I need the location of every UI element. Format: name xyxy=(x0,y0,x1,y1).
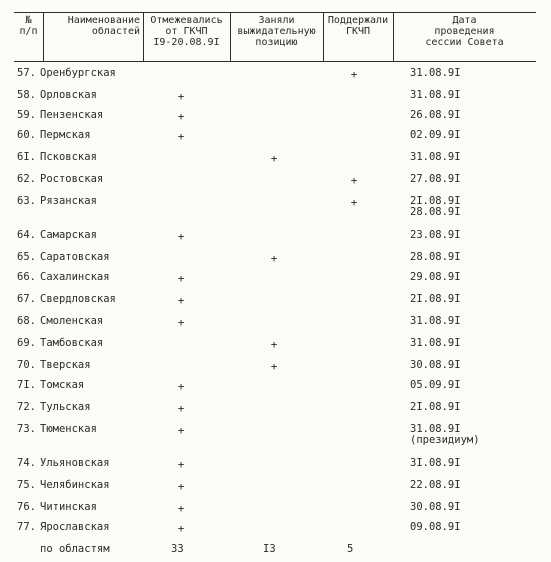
session-date: 28.08.9I xyxy=(410,251,461,263)
region-name: Тверская xyxy=(40,359,91,371)
row-number: 75. xyxy=(17,479,36,491)
distanced-mark: + xyxy=(177,130,185,143)
row-number: 6I. xyxy=(17,151,36,163)
row-number: 69. xyxy=(17,337,36,349)
region-name: Рязанская xyxy=(40,195,97,207)
row-number: 63. xyxy=(17,195,36,207)
region-name: Оренбургская xyxy=(40,67,116,79)
session-date: 30.08.9I xyxy=(410,359,461,371)
session-date: 23.08.9I xyxy=(410,229,461,241)
header-bottom-rule xyxy=(14,61,536,62)
row-number: 62. xyxy=(17,173,36,185)
region-name: Тюменская xyxy=(40,423,97,435)
session-date: 09.08.9I xyxy=(410,521,461,533)
session-date: 31.08.9I (президиум) xyxy=(410,423,480,446)
region-name: Читинская xyxy=(40,501,97,513)
session-date: 26.08.9I xyxy=(410,109,461,121)
header-supported: Поддержали ГКЧП xyxy=(327,15,389,37)
row-number: 66. xyxy=(17,271,36,283)
region-name: Псковская xyxy=(40,151,97,163)
distanced-mark: + xyxy=(177,458,185,471)
session-date: 02.09.9I xyxy=(410,129,461,141)
supported-mark: + xyxy=(350,196,358,209)
header-session-date: Дата проведения сессии Совета xyxy=(425,15,504,48)
row-number: 67. xyxy=(17,293,36,305)
region-name: Ростовская xyxy=(40,173,104,185)
region-name: Смоленская xyxy=(40,315,104,327)
row-number: 74. xyxy=(17,457,36,469)
distanced-mark: + xyxy=(177,272,185,285)
region-name: Свердловская xyxy=(40,293,116,305)
supported-mark: + xyxy=(350,68,358,81)
session-date: 31.08.9I xyxy=(410,337,461,349)
waiting-mark: + xyxy=(270,152,278,165)
region-name: Ульяновская xyxy=(40,457,110,469)
session-date: 31.08.9I xyxy=(410,151,461,163)
region-name: Ярославская xyxy=(40,521,110,533)
distanced-mark: + xyxy=(177,294,185,307)
distanced-mark: + xyxy=(177,380,185,393)
row-number: 57. xyxy=(17,67,36,79)
supported-mark: + xyxy=(350,174,358,187)
waiting-mark: + xyxy=(270,360,278,373)
region-name: Томская xyxy=(40,379,85,391)
region-name: Тульская xyxy=(40,401,91,413)
row-number: 70. xyxy=(17,359,36,371)
session-date: 2I.08.9I xyxy=(410,401,461,413)
region-name: Пермская xyxy=(40,129,91,141)
distanced-mark: + xyxy=(177,316,185,329)
totals-supported: 5 xyxy=(347,543,354,555)
row-number: 73. xyxy=(17,423,36,435)
session-date: 31.08.9I xyxy=(410,89,461,101)
session-date: 27.08.9I xyxy=(410,173,461,185)
totals-label: по областям xyxy=(40,543,110,555)
session-date: 2I.08.9I 28.08.9I xyxy=(410,195,461,218)
region-name: Саратовская xyxy=(40,251,110,263)
row-number: 58. xyxy=(17,89,36,101)
session-date: 22.08.9I xyxy=(410,479,461,491)
row-number: 72. xyxy=(17,401,36,413)
region-name: Челябинская xyxy=(40,479,110,491)
row-number: 7I. xyxy=(17,379,36,391)
region-name: Самарская xyxy=(40,229,97,241)
region-name: Орловская xyxy=(40,89,97,101)
session-date: 05.09.9I xyxy=(410,379,461,391)
distanced-mark: + xyxy=(177,402,185,415)
session-date: 2I.08.9I xyxy=(410,293,461,305)
region-name: Сахалинская xyxy=(40,271,110,283)
session-date: 3I.08.9I xyxy=(410,457,461,469)
distanced-mark: + xyxy=(177,110,185,123)
distanced-mark: + xyxy=(177,424,185,437)
session-date: 30.08.9I xyxy=(410,501,461,513)
row-number: 77. xyxy=(17,521,36,533)
column-divider xyxy=(43,12,44,62)
session-date: 31.08.9I xyxy=(410,67,461,79)
distanced-mark: + xyxy=(177,502,185,515)
region-name: Пензенская xyxy=(40,109,104,121)
row-number: 76. xyxy=(17,501,36,513)
distanced-mark: + xyxy=(177,522,185,535)
row-number: 68. xyxy=(17,315,36,327)
table-top-rule xyxy=(14,12,536,13)
row-number: 65. xyxy=(17,251,36,263)
header-waiting: Заняли выжидательную позицию xyxy=(237,15,316,48)
totals-waiting: I3 xyxy=(263,543,276,555)
header-number: № п/п xyxy=(19,15,38,37)
header-distanced: Отмежевались от ГКЧП I9-20.08.9I xyxy=(150,15,223,48)
row-number: 64. xyxy=(17,229,36,241)
distanced-mark: + xyxy=(177,230,185,243)
waiting-mark: + xyxy=(270,252,278,265)
totals-distanced: 33 xyxy=(171,543,184,555)
row-number: 59. xyxy=(17,109,36,121)
row-number: 60. xyxy=(17,129,36,141)
header-region: Наименование областей xyxy=(67,15,140,37)
session-date: 31.08.9I xyxy=(410,315,461,327)
waiting-mark: + xyxy=(270,338,278,351)
region-name: Тамбовская xyxy=(40,337,104,349)
distanced-mark: + xyxy=(177,90,185,103)
distanced-mark: + xyxy=(177,480,185,493)
session-date: 29.08.9I xyxy=(410,271,461,283)
